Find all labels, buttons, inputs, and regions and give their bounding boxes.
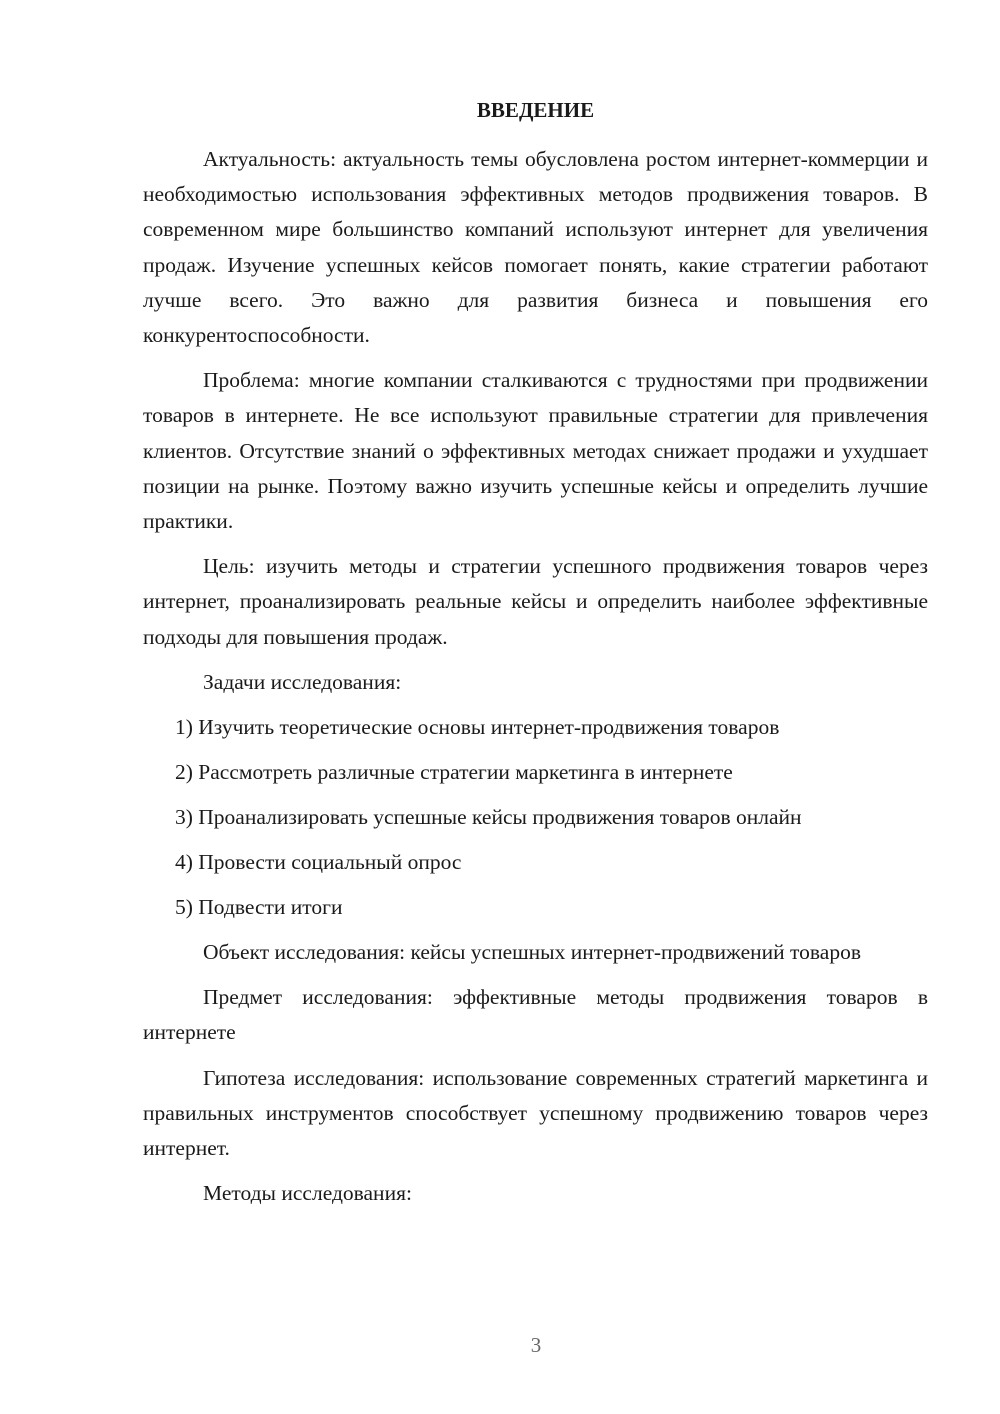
list-item: 2) Рассмотреть различные стратегии маркетинга в интернете xyxy=(175,760,733,785)
list-item: 5) Подвести итоги xyxy=(175,895,343,920)
subject-paragraph: Предмет исследования: эффективные методы продвижения товаров в интернете xyxy=(143,985,928,1045)
page-number: 3 xyxy=(530,1333,542,1357)
section-title: ВВЕДЕНИЕ xyxy=(476,98,595,122)
methods-heading: Методы исследования: xyxy=(203,1181,412,1206)
list-item: 4) Провести социальный опрос xyxy=(175,850,462,875)
goal-paragraph: Цель: изучить методы и стратегии успешного продвижения товаров через интернет, проанализировать реальные кейсы и определить наиболее эффективные подходы для повышения продаж. xyxy=(143,554,928,649)
list-item: 1) Изучить теоретические основы интернет-продвижения товаров xyxy=(175,715,780,740)
object-paragraph: Объект исследования: кейсы успешных интернет-продвижений товаров xyxy=(203,940,861,965)
relevance-paragraph: Актуальность: актуальность темы обусловлена ростом интернет-коммерции и необходимостью использования эффективных методов продвижения товаров. В современном мире большинство компаний используют интернет для увеличения продаж. Изучение успешных кейсов помогает понять, какие стратегии работают лучше всего. Это важно для развития бизнеса и повышения его конкурентоспособности. xyxy=(143,147,928,348)
problem-paragraph: Проблема: многие компании сталкиваются с трудностями при продвижении товаров в интернете. Не все используют правильные стратегии для привлечения клиентов. Отсутствие знаний о эффективных методах снижает продажи и ухудшает позиции на рынке. Поэтому важно изучить успешные кейсы и определить лучшие практики. xyxy=(143,368,928,534)
list-item: 3) Проанализировать успешные кейсы продвижения товаров онлайн xyxy=(175,805,802,830)
tasks-heading: Задачи исследования: xyxy=(203,669,402,694)
tasks-list xyxy=(143,710,928,925)
hypothesis-paragraph: Гипотеза исследования: использование современных стратегий маркетинга и правильных инструментов способствует успешному продвижению товаров через интернет. xyxy=(143,1065,928,1161)
document-page xyxy=(143,94,928,1221)
